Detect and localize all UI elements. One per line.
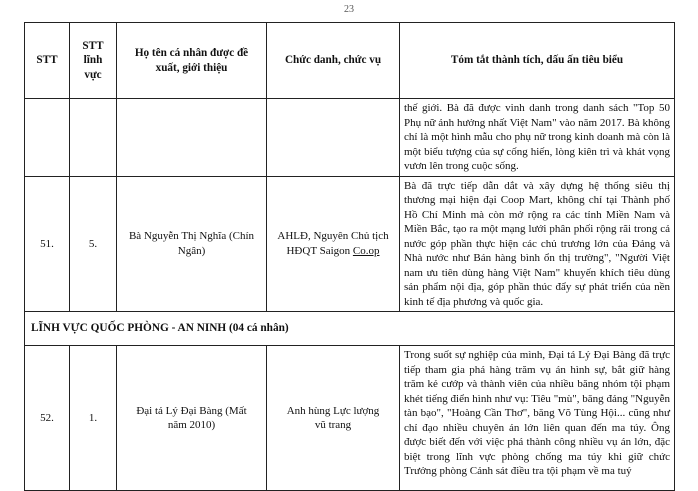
- table-header-row: [25, 23, 675, 99]
- row-position: [267, 346, 400, 491]
- nominee-table: [24, 22, 675, 491]
- row-stt: 52.: [25, 346, 70, 491]
- table-row: [25, 176, 675, 312]
- section-title: LĨNH VỰC QUỐC PHÒNG - AN NINH (04 cá nhân): [25, 312, 675, 346]
- row-name: Đại tá Lý Đại Bàng (Mất năm 2010): [117, 346, 267, 491]
- continuation-summary: thế giới. Bà đã được vinh danh trong danh sách "Top 50 Phụ nữ ảnh hưởng nhất Việt Nam" vào năm 2017. Bà không chỉ là một hình mẫu cho phụ nữ trong kinh doanh mà còn là một biểu tượng của sự cống hiến, lòng kiên trì và khát vọng vươn lên trong cuộc sống.: [400, 99, 675, 177]
- table-row-continuation: [25, 99, 675, 177]
- row-position: [267, 176, 400, 312]
- header-stt: STT: [25, 23, 70, 99]
- header-name-text: Họ tên cá nhân được đề xuất, giới thiệu: [134, 46, 249, 74]
- row-position-main: AHLĐ, Nguyên Chủ tịch HĐQT Saigon: [277, 230, 389, 257]
- row-position-main: Anh hùng Lực lượng vũ trang: [286, 404, 380, 432]
- header-summary: Tóm tắt thành tích, dấu ấn tiêu biểu: [400, 23, 675, 99]
- section-row: [25, 312, 675, 346]
- row-summary: Trong suốt sự nghiệp của mình, Đại tá Lý Đại Bàng đã trực tiếp tham gia phá hàng trăm vụ án hình sự, bắt giữ hàng trăm kẻ cướp và thành viên của nhiều băng nhóm tội phạm khét tiếng điển hình như vụ: Tiêu "mù", băng đảng "Nguyễn tàn bạo", "Hoàng Cần Thơ", băng Võ Tùng Hội... cũng như chỉ đạo nhiều chuyên án lớn liên quan đến ma túy. Ông được biết đến với việc phá thành công nhiều vụ án lớn, đặc biệt trong lĩnh vực phòng chống ma túy khi giữ chức Trưởng phòng Cảnh sát điều tra tội phạm về ma tuý: [400, 346, 675, 491]
- header-stt-field: [70, 23, 117, 99]
- row-position-tail: Co.op: [352, 244, 380, 257]
- header-position: Chức danh, chức vụ: [267, 23, 400, 99]
- header-stt-field-text: STT lĩnh vực: [82, 39, 104, 81]
- row-name: Bà Nguyễn Thị Nghĩa (Chín Ngân): [117, 176, 267, 312]
- table-row: [25, 346, 675, 491]
- page-number: 23: [344, 4, 354, 15]
- row-stt-field: 1.: [70, 346, 117, 491]
- header-name: [117, 23, 267, 99]
- row-summary: Bà đã trực tiếp dẫn dắt và xây dựng hệ thống siêu thị thương mại hiện đại Coop Mart, không chỉ tại Thành phố Hồ Chí Minh mà còn mở rộng ra các tỉnh Miền Nam và Miền Bắc, tạo ra một mạng lưới phân phối rộng rãi trong cả nước góp phần thực hiện các chủ trương lớn của Đảng và Nhà nước như Bán hàng bình ổn thị trường", "Người Việt nam ưu tiên dùng hàng Việt Nam" khuyến khích tiêu dùng sản phẩm nội địa, góp phần thúc đẩy sự phát triển của nền kinh tế địa phương và quốc gia.: [400, 176, 675, 312]
- row-stt-field: 5.: [70, 176, 117, 312]
- row-stt: 51.: [25, 176, 70, 312]
